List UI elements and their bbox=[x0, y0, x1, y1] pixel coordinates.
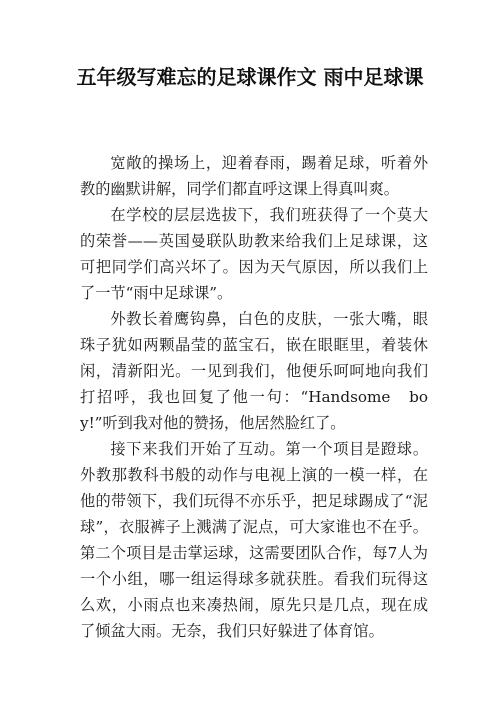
paragraph: 宽敞的操场上，迎着春雨，踢着足球，听着外教的幽默讲解，同学们都直呼这课上得真叫爽。 bbox=[80, 154, 428, 198]
document-body bbox=[80, 150, 428, 644]
paragraph: 在学校的层层选拔下，我们班获得了一个莫大的荣誉——英国曼联队助教来给我们上足球课，这可把同学们高兴坏了。因为天气原因，所以我们上了一节“雨中足球课”。 bbox=[80, 206, 428, 302]
document-title: 五年级写难忘的足球课作文 雨中足球课 bbox=[76, 65, 424, 89]
paragraph: 外教长着鹰钩鼻，白色的皮肤，一张大嘴，眼珠子犹如两颗晶莹的蓝宝石，嵌在眼眶里，着装休闲，清新阳光。一见到我们，他便乐呵呵地向我们打招呼，我也回复了他一句：“Handsome boy!”听到我对他的赞扬，他居然脸红了。 bbox=[80, 310, 428, 432]
paragraph: 接下来我们开始了互动。第一个项目是蹬球。外教那教科书般的动作与电视上演的一模一样，在他的带领下，我们玩得不亦乐乎，把足球踢成了“泥球”，衣服裤子上溅满了泥点，可大家谁也不在乎。第二个项目是击掌运球，这需要团队合作，每7人为一个小组，哪一组运得球多就获胜。看我们玩得这么欢，小雨点也来凑热闹，原先只是几点，现在成了倾盆大雨。无奈，我们只好躲进了体育馆。 bbox=[80, 440, 428, 640]
